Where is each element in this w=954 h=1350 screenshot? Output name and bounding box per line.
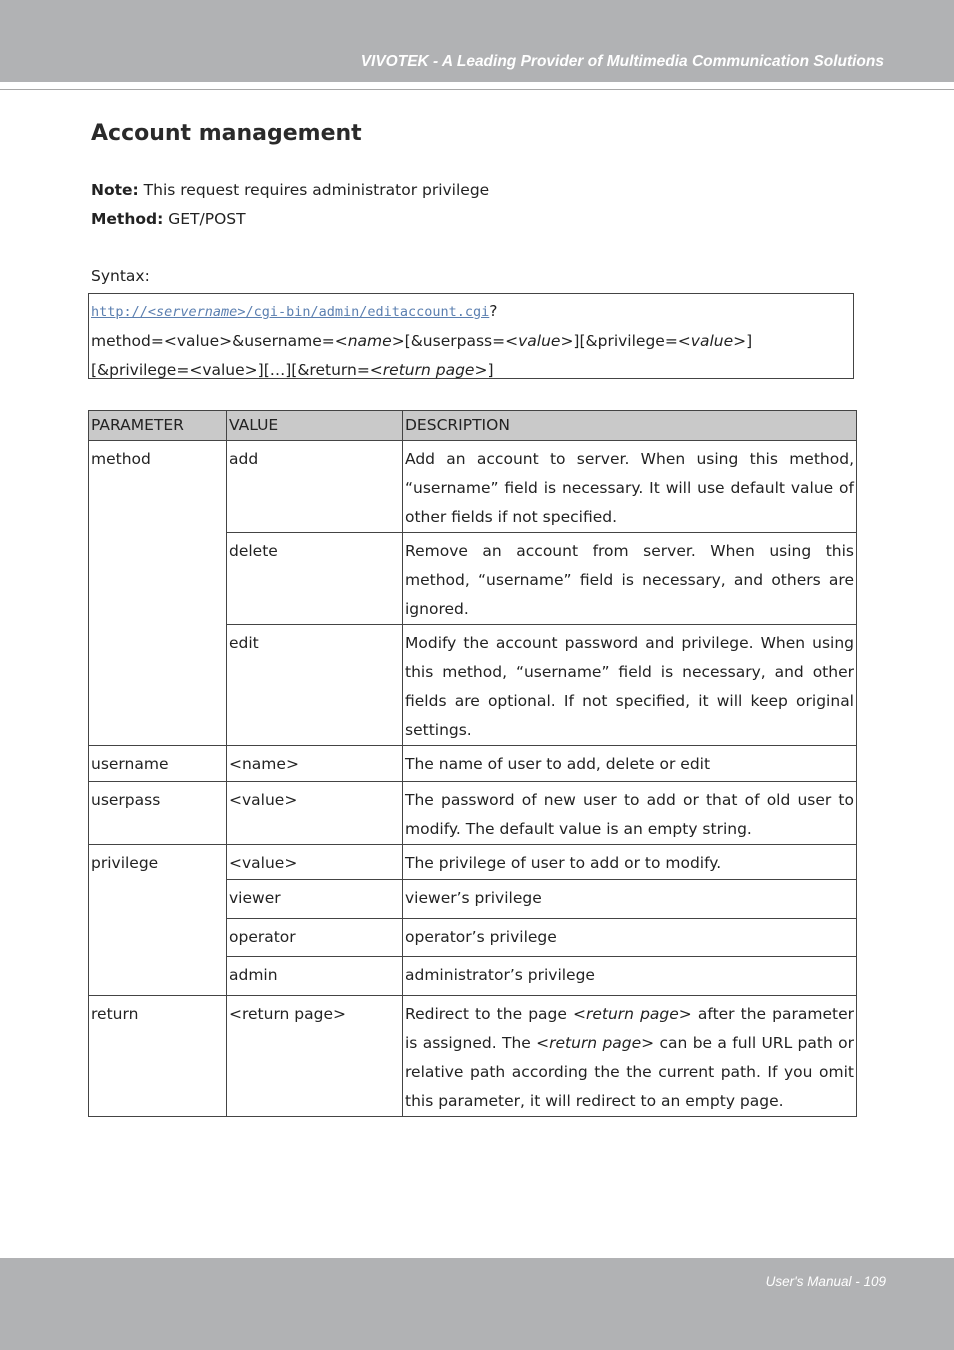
syntax-label: Syntax: <box>91 267 150 285</box>
url-servername: servername <box>156 304 238 320</box>
header-divider <box>0 89 954 90</box>
desc-operator: operator’s privilege <box>403 919 857 957</box>
footer-band <box>0 1258 954 1350</box>
syntax-text: method=<value>&username=< <box>91 332 348 350</box>
desc-username: The name of user to add, delete or edit <box>403 746 857 782</box>
value-privilege: <value> <box>227 845 403 880</box>
value-delete: delete <box>227 533 403 625</box>
column-header-value: VALUE <box>227 411 403 441</box>
table-row <box>89 746 857 782</box>
desc-return-text: can be a full URL path or relative path according the the current path. If you omit this parameter, it will redirect to an empty page. <box>405 1034 854 1110</box>
syntax-italic: value <box>690 332 734 350</box>
value-return: <return page> <box>227 996 403 1117</box>
value-add: add <box>227 441 403 533</box>
value-username: <name> <box>227 746 403 782</box>
table-row <box>89 845 857 880</box>
desc-edit: Modify the account password and privilege. When using this method, “username” field is necessary, and other fields are optional. If not specified, it will keep original settings. <box>403 625 857 746</box>
desc-viewer: viewer’s privilege <box>403 880 857 919</box>
param-privilege: privilege <box>89 845 227 996</box>
method-line <box>91 210 246 228</box>
table-row <box>89 782 857 845</box>
desc-admin: administrator’s privilege <box>403 957 857 996</box>
syntax-box <box>88 293 854 379</box>
syntax-line-1 <box>91 297 851 327</box>
syntax-url-link[interactable] <box>91 304 489 320</box>
param-userpass: userpass <box>89 782 227 845</box>
syntax-italic: name <box>347 332 392 350</box>
parameter-table <box>88 410 857 1117</box>
footer-page-number: User's Manual - 109 <box>765 1274 886 1289</box>
header-title: VIVOTEK - A Leading Provider of Multimedia Communication Solutions <box>360 53 884 70</box>
value-edit: edit <box>227 625 403 746</box>
value-operator: operator <box>227 919 403 957</box>
desc-userpass: The password of new user to add or that of old user to modify. The default value is an empty string. <box>403 782 857 845</box>
column-header-parameter: PARAMETER <box>89 411 227 441</box>
url-qmark: ? <box>489 302 498 320</box>
desc-return-text: after the parameter is assigned. The <box>405 1005 855 1052</box>
syntax-text: >[&userpass=< <box>391 332 519 350</box>
desc-add: Add an account to server. When using this method, “username” field is necessary. It will use default value of other fields if not specified. <box>403 441 857 533</box>
syntax-line-2 <box>91 327 851 356</box>
table-row <box>89 441 857 533</box>
value-userpass: <value> <box>227 782 403 845</box>
note-label: Note: <box>91 181 139 199</box>
param-method: method <box>89 441 227 746</box>
desc-delete: Remove an account from server. When using this method, “username” field is necessary, and others are ignored. <box>403 533 857 625</box>
url-prefix: http://< <box>91 304 157 320</box>
header-band <box>0 0 954 82</box>
param-return: return <box>89 996 227 1117</box>
method-text: GET/POST <box>163 210 246 228</box>
syntax-italic: return page <box>382 361 475 379</box>
syntax-italic: value <box>518 332 561 350</box>
table-row <box>89 996 857 1117</box>
method-label: Method: <box>91 210 164 228</box>
desc-return-italic: <return page> <box>536 1034 655 1052</box>
desc-privilege: The privilege of user to add or to modify. <box>403 845 857 880</box>
syntax-text: >][&privilege=< <box>560 332 691 350</box>
param-username: username <box>89 746 227 782</box>
page-title: Account management <box>91 121 362 146</box>
value-viewer: viewer <box>227 880 403 919</box>
syntax-text: >] <box>733 332 753 350</box>
syntax-text: [&privilege=<value>][…][&return=< <box>91 361 383 379</box>
url-suffix: >/cgi-bin/admin/editaccount.cgi <box>237 304 490 320</box>
syntax-line-3 <box>91 356 851 385</box>
value-admin: admin <box>227 957 403 996</box>
column-header-description: DESCRIPTION <box>403 411 857 441</box>
note-line <box>91 181 489 199</box>
desc-return-text: Redirect to the page <box>405 1005 573 1023</box>
desc-return-italic: <return page> <box>573 1005 692 1023</box>
note-text: This request requires administrator privilege <box>138 181 490 199</box>
desc-return <box>403 996 857 1117</box>
table-header-row <box>89 411 857 441</box>
syntax-text: >] <box>474 361 494 379</box>
